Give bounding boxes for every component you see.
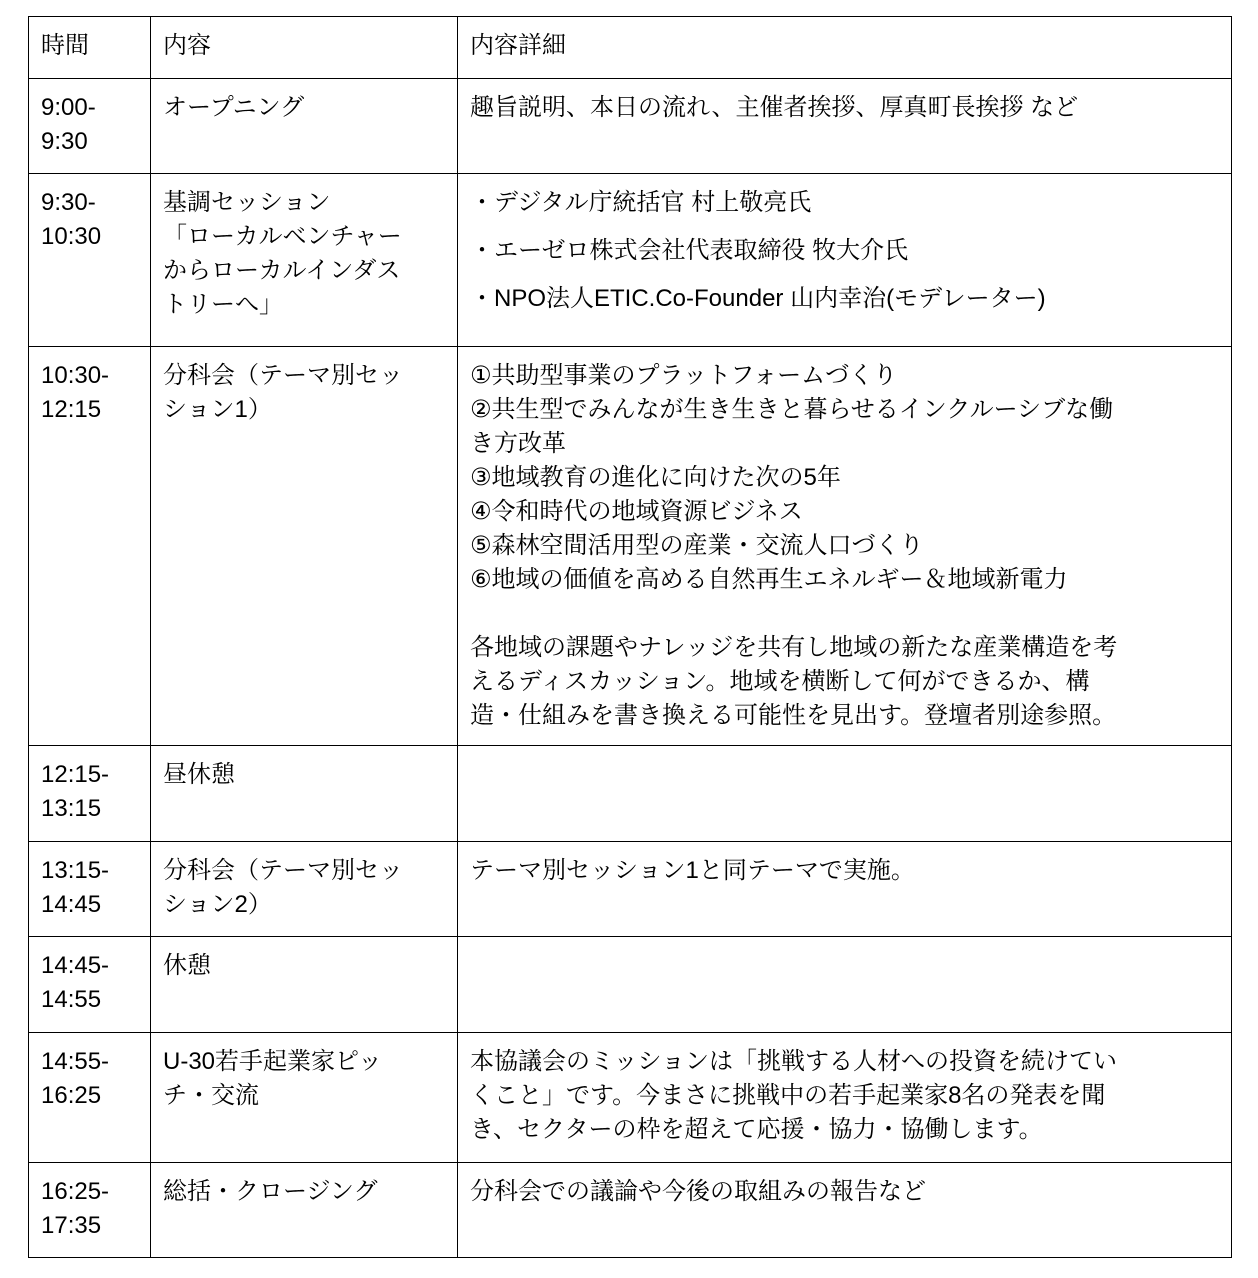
speaker-item: ・NPO法人ETIC.Co-Founder 山内幸治(モデレーター) — [470, 285, 1046, 312]
content-cell: 昼休憩 — [151, 746, 458, 842]
header-detail: 内容詳細 — [458, 17, 1232, 79]
time-cell: 9:00- 9:30 — [29, 79, 151, 174]
theme-item: ⑥地域の価値を高める自然再生エネルギー＆地域新電力 — [470, 566, 1068, 593]
detail-cell: 趣旨説明、本日の流れ、主催者挨拶、厚真町長挨拶 など — [458, 79, 1232, 174]
schedule-table — [28, 16, 1232, 1258]
content-cell: 分科会（テーマ別セッ ション2） — [151, 842, 458, 937]
spacer — [470, 597, 1219, 631]
header-time: 時間 — [29, 17, 151, 79]
table-row — [29, 1033, 1232, 1163]
table-row — [29, 746, 1232, 842]
time-cell: 12:15- 13:15 — [29, 746, 151, 842]
detail-cell: 本協議会のミッションは「挑戦する人材への投資を続けてい くこと」です。今まさに挑戦中の若手起業家8名の発表を聞 き、セクターの枠を超えて応援・協力・協働します。 — [458, 1033, 1232, 1163]
table-row — [29, 174, 1232, 347]
theme-item: ④令和時代の地域資源ビジネス — [470, 498, 803, 525]
table-row — [29, 1163, 1232, 1258]
table-row — [29, 79, 1232, 174]
time-cell: 9:30- 10:30 — [29, 174, 151, 347]
time-cell: 14:45- 14:55 — [29, 937, 151, 1033]
time-cell: 13:15- 14:45 — [29, 842, 151, 937]
table-row — [29, 937, 1232, 1033]
table-row — [29, 347, 1232, 746]
theme-item: ③地域教育の進化に向けた次の5年 — [470, 464, 841, 491]
content-cell: 総括・クロージング — [151, 1163, 458, 1258]
detail-cell — [458, 746, 1232, 842]
speaker-item: ・デジタル庁統括官 村上敬亮氏 — [470, 189, 812, 216]
theme-item: ①共助型事業のプラットフォームづくり — [470, 362, 898, 389]
detail-cell — [458, 174, 1232, 347]
theme-item: ②共生型でみんなが生き生きと暮らせるインクルーシブな働 き方改革 — [470, 396, 1114, 457]
session-note: 各地域の課題やナレッジを共有し地域の新たな産業構造を考 えるディスカッション。地域を横断して何ができるか、構 造・仕組みを書き換える可能性を見出す。登壇者別途参照。 — [470, 634, 1118, 729]
content-cell: オープニング — [151, 79, 458, 174]
time-cell: 16:25- 17:35 — [29, 1163, 151, 1258]
content-cell: U-30若手起業家ピッ チ・交流 — [151, 1033, 458, 1163]
content-cell: 休憩 — [151, 937, 458, 1033]
time-cell: 14:55- 16:25 — [29, 1033, 151, 1163]
header-content: 内容 — [151, 17, 458, 79]
theme-item: ⑤森林空間活用型の産業・交流人口づくり — [470, 532, 924, 559]
detail-cell — [458, 937, 1232, 1033]
content-cell: 分科会（テーマ別セッ ション1） — [151, 347, 458, 746]
detail-cell: テーマ別セッション1と同テーマで実施。 — [458, 842, 1232, 937]
detail-cell: 分科会での議論や今後の取組みの報告など — [458, 1163, 1232, 1258]
detail-cell — [458, 347, 1232, 746]
content-cell: 基調セッション 「ローカルベンチャー からローカルインダス トリーへ」 — [151, 174, 458, 347]
time-cell: 10:30- 12:15 — [29, 347, 151, 746]
header-row — [29, 17, 1232, 79]
table-row — [29, 842, 1232, 937]
speaker-item: ・エーゼロ株式会社代表取締役 牧大介氏 — [470, 237, 909, 264]
